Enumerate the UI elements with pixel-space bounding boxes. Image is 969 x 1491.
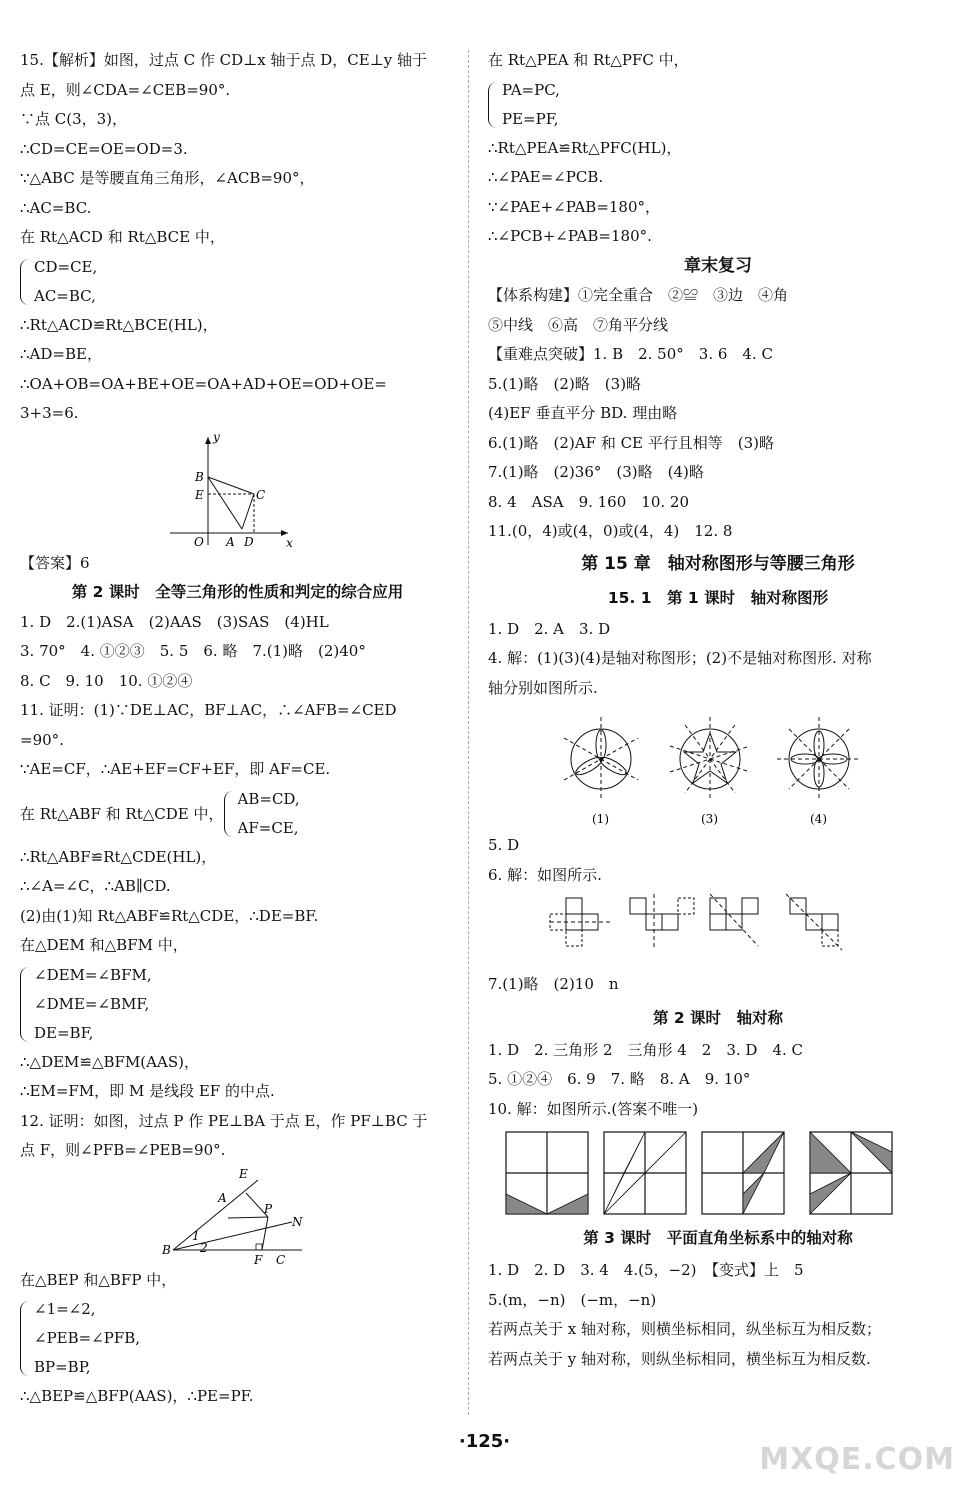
figure-10-shaded-squares <box>488 1124 948 1220</box>
problem-12 <box>20 1107 455 1412</box>
text-line: 12. 证明：如图，过点 P 作 PE⊥BA 于点 E，作 PF⊥BC 于 <box>20 1111 428 1130</box>
text-line: 15.【解析】如图，过点 C 作 CD⊥x 轴于点 D，CE⊥y 轴于 <box>20 51 428 69</box>
section-15-1-title: 15. 1 第 1 课时 轴对称图形 <box>607 588 829 607</box>
text-line: CD=CE, <box>34 257 98 276</box>
text-line: ∠1=∠2, <box>34 1300 96 1318</box>
watermark: MXQE.COM <box>759 1442 955 1477</box>
text-line: 点 E，则∠CDA=∠CEB=90°. <box>20 80 231 99</box>
equation-system <box>488 76 948 134</box>
lesson-3-title: 第 3 课时 平面直角坐标系中的轴对称 <box>583 1229 853 1247</box>
text-line: 7.(1)略 (2)10 n <box>488 975 619 993</box>
text-line: 1. D 2. D 3. 4 4.(5，−2) 【变式】上 5 <box>488 1261 804 1279</box>
text-line: BP=BP, <box>34 1358 91 1376</box>
text-line: 4. 解：(1)(3)(4)是轴对称图形；(2)不是轴对称图形. 对称 <box>488 649 872 667</box>
circle-figure-4 <box>777 717 861 801</box>
text-line: ∠DEM=∠BFM, <box>34 965 152 984</box>
fig-label: (1) <box>592 812 609 826</box>
text-line: ∠DME=∠BMF, <box>34 994 150 1013</box>
answer-line: 8. C 9. 10 10. ①②④ <box>20 671 193 690</box>
text-line: AC=BC, <box>34 286 96 305</box>
text-line: (2)由(1)知 Rt△ABF≌Rt△CDE，∴DE=BF. <box>20 906 319 925</box>
text-line: 11.(0，4)或(4，0)或(4，4) 12. 8 <box>488 522 733 540</box>
label-N: N <box>292 1214 303 1229</box>
text-line: ∴∠PCB+∠PAB=180°. <box>488 227 652 245</box>
text-line: (4)EF 垂直平分 BD. 理由略 <box>488 404 678 422</box>
label-B: B <box>195 469 204 484</box>
text-line: ∴Rt△ABF≌Rt△CDE(HL)， <box>20 847 217 866</box>
text-line: ∵点 C(3，3)， <box>20 110 128 128</box>
text-line: ∴△DEM≌△BFM(AAS)， <box>20 1052 199 1071</box>
brace-mark <box>224 791 235 837</box>
problem-11 <box>20 696 455 1107</box>
text-line: PE=PF, <box>502 109 559 128</box>
label-C: C <box>256 487 266 502</box>
label-y: y <box>213 429 220 444</box>
text-line: DE=BF, <box>34 1023 94 1042</box>
equation-system <box>20 961 455 1048</box>
label-B: B <box>162 1242 171 1257</box>
fig-label: (4) <box>810 812 827 826</box>
label-x: x <box>286 535 293 549</box>
text-line: ∠PEB=∠PFB, <box>34 1329 141 1347</box>
text-line: 点 F，则∠PFB=∠PEB=90°. <box>20 1141 226 1159</box>
text-line: ∴Rt△ACD≌Rt△BCE(HL)， <box>20 315 218 334</box>
text-line: ∵AE=CF，∴AE+EF=CF+EF，即 AF=CE. <box>20 760 331 778</box>
text-line: AB=CD, <box>237 789 300 808</box>
text-line: ∴AD=BE， <box>20 345 102 363</box>
figure-4-symmetry-circles <box>488 703 948 831</box>
text-line: PA=PC, <box>502 80 560 99</box>
problem-15 <box>20 46 455 429</box>
text-line: ∴∠A=∠C，∴AB∥CD. <box>20 877 171 895</box>
chapter-title: 第 15 章 轴对称图形与等腰三角形 <box>581 553 855 574</box>
text-line: AF=CE, <box>237 818 299 837</box>
equation-system <box>20 253 455 311</box>
text-line: 在△DEM 和△BFM 中， <box>20 936 188 954</box>
figure-12-angle-diagram <box>20 1166 455 1266</box>
answer-15: 【答案】6 <box>20 553 90 572</box>
figure-15-coordinate-diagram <box>20 429 455 549</box>
text-line: 在△BEP 和△BFP 中， <box>20 1270 177 1289</box>
label-D: D <box>244 534 254 549</box>
text-line: =90°. <box>20 730 64 749</box>
label-F: F <box>254 1252 263 1266</box>
figure-6-grid-shapes <box>488 890 948 970</box>
text-line: ∴AC=BC. <box>20 198 92 217</box>
fig-label: (3) <box>701 812 718 826</box>
text-line: ∴∠PAE=∠PCB. <box>488 168 604 186</box>
label-angle-1: 1 <box>192 1228 200 1243</box>
text-line: 轴分别如图所示. <box>488 678 598 697</box>
text-line: 在 Rt△PEA 和 Rt△PFC 中， <box>488 51 689 69</box>
right-column <box>488 46 948 1374</box>
label-P: P <box>264 1201 273 1216</box>
label-E: E <box>239 1166 248 1181</box>
text-line: ∴CD=CE=OE=OD=3. <box>20 139 188 158</box>
text-line: 1. D 2. 三角形 2 三角形 4 2 3. D 4. C <box>488 1040 804 1059</box>
text-line: 在 Rt△ABF 和 Rt△CDE 中， <box>20 805 224 823</box>
text-line: 【体系构建】①完全重合 ②≌ ③边 ④角 <box>488 286 789 304</box>
page-number: ·125· <box>458 1431 511 1452</box>
brace-mark <box>488 82 499 128</box>
text-line: 5.(1)略 (2)略 (3)略 <box>488 374 642 393</box>
column-divider <box>468 50 469 1415</box>
lesson-2-symmetry-title: 第 2 课时 轴对称 <box>652 1008 784 1027</box>
text-line: 1. D 2. A 3. D <box>488 619 611 638</box>
text-line: ⑤中线 ⑥高 ⑦角平分线 <box>488 315 669 334</box>
review-title: 章末复习 <box>684 255 752 276</box>
circle-figure-3 <box>670 717 750 801</box>
text-line: ∴Rt△PEA≌Rt△PFC(HL)， <box>488 138 682 157</box>
text-line: 8. 4 ASA 9. 160 10. 20 <box>488 492 689 511</box>
answer-line: 1. D 2.(1)ASA (2)AAS (3)SAS (4)HL <box>20 612 329 631</box>
text-line: 7.(1)略 (2)36° (3)略 (4)略 <box>488 463 704 481</box>
text-line: ∴EM=FM，即 M 是线段 EF 的中点. <box>20 1082 275 1100</box>
text-line: 6.(1)略 (2)AF 和 CE 平行且相等 (3)略 <box>488 433 775 452</box>
left-column <box>20 46 455 1412</box>
text-line: 5. ①②④ 6. 9 7. 略 8. A 9. 10° <box>488 1070 751 1088</box>
text-line: 5.(m，−n) (−m，−n) <box>488 1290 657 1309</box>
inline-equation-system <box>20 785 455 843</box>
text-line: ∵△ABC 是等腰直角三角形，∠ACB=90°， <box>20 169 315 187</box>
equation-system <box>20 1295 455 1382</box>
text-line: ∵∠PAE+∠PAB=180°， <box>488 197 661 216</box>
circle-figure-1 <box>564 717 638 801</box>
text-line: 6. 解：如图所示. <box>488 865 602 884</box>
brace-mark <box>20 259 31 305</box>
label-O: O <box>194 534 204 549</box>
text-line: 【重难点突破】1. B 2. 50° 3. 6 4. C <box>488 345 773 363</box>
text-line: ∴OA+OB=OA+BE+OE=OA+AD+OE=OD+OE= <box>20 374 387 393</box>
text-line: 若两点关于 x 轴对称，则横坐标相同，纵坐标互为相反数； <box>488 1320 881 1338</box>
text-line: 5. D <box>488 836 520 854</box>
label-C: C <box>276 1252 286 1266</box>
text-line: 11. 证明：(1)∵DE⊥AC，BF⊥AC，∴∠AFB=∠CED <box>20 701 397 719</box>
text-line: 3+3=6. <box>20 404 79 422</box>
answer-line: 3. 70° 4. ①②③ 5. 5 6. 略 7.(1)略 (2)40° <box>20 642 366 660</box>
equation-system <box>224 785 300 843</box>
text-line: 在 Rt△ACD 和 Rt△BCE 中， <box>20 228 225 246</box>
text-line: 10. 解：如图所示.(答案不唯一) <box>488 1099 699 1118</box>
text-line: ∴△BEP≌△BFP(AAS)，∴PE=PF. <box>20 1387 254 1405</box>
label-angle-2: 2 <box>200 1240 208 1255</box>
brace-mark <box>20 1301 31 1376</box>
label-A: A <box>226 534 235 549</box>
label-E: E <box>195 487 204 502</box>
text-line: 若两点关于 y 轴对称，则纵坐标相同，横坐标互为相反数. <box>488 1349 871 1368</box>
lesson-2-title: 第 2 课时 全等三角形的性质和判定的综合应用 <box>71 583 404 601</box>
label-A: A <box>218 1190 227 1205</box>
brace-mark <box>20 967 31 1042</box>
